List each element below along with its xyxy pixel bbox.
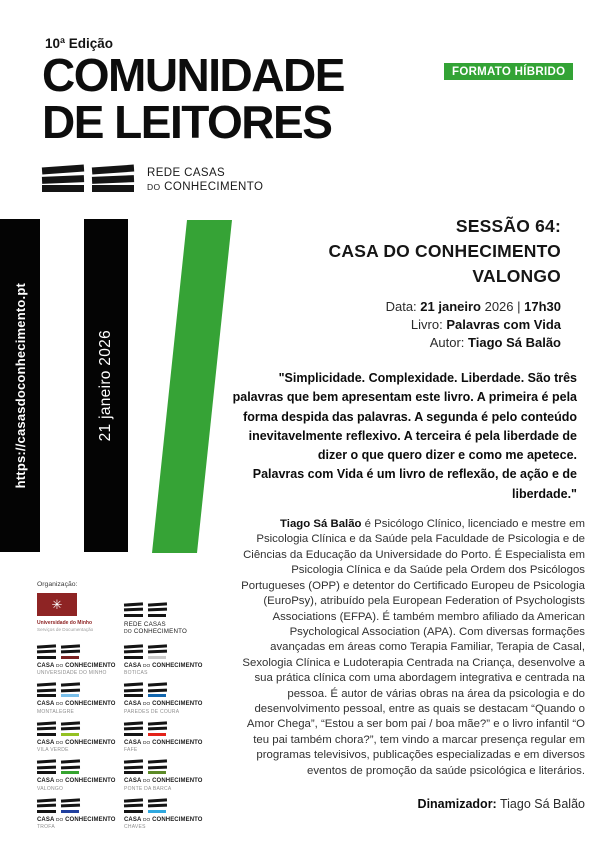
rede-casas-lockup: [42, 166, 263, 194]
session-venue-line1: CASA DO CONHECIMENTO: [328, 241, 561, 261]
casa-sublabel: UNIVERSIDADE DO MINHO: [37, 670, 107, 677]
casa-label: CASA DO CONHECIMENTO: [37, 662, 116, 669]
casa-label: CASA DO CONHECIMENTO: [124, 739, 203, 746]
casas-conhecimento-bars-icon: [124, 760, 166, 774]
poster-title-line1: COMUNIDADE: [42, 49, 344, 101]
casas-conhecimento-bars-icon: [37, 645, 79, 659]
rede-casas-footer-label: REDE CASAS DO CONHECIMENTO: [124, 620, 187, 636]
logo-casa-paredes-de-coura: [124, 674, 207, 713]
logo-casa-fafe: [124, 712, 207, 754]
author-bio-text: é Psicólogo Clínico, licenciado e mestre em Psicologia Clínica e da Saúde pela Faculdade de Psicologia e de Ciências da Educação da Universidade do Porto. É Especialista em Psicologia Clínica e da Saúde pela Ordem dos Psicólogos Portugueses (OPP) e detentor do Certificado Europeu de Psicologia (EuroPsy), atribuído pela European Federation of Psychologists Associations (EFPA). É também membro afiliado da American Psychological Association (APA). Com diversas formações avançadas em áreas como Terapia Familiar, Terapia de Casal, Sexologia Clínica e Ludoterapia Centrada na Criança, desenvolve a sua prática clínica com uma abordagem integrativa e centrada na pessoa. É autor de várias obras na área da psicologia e do desenvolvimento pessoal, entre as quais se destacam “Quando o Amor Chega”, “Estou a ser bom pai / boa mãe?” e o livro infantil “O teu pai também chora?”, tem vindo a marcar presença regular em programas televisivos, publicações especializadas e em diversos eventos de promoção da saúde psicológica e literários.: [241, 518, 585, 777]
casa-label: CASA DO CONHECIMENTO: [37, 701, 116, 708]
casas-conhecimento-bars-icon: [37, 722, 79, 736]
casas-conhecimento-bars-icon: [37, 683, 79, 697]
rede-casas-wordmark: [147, 166, 263, 194]
logo-casa-valongo: [37, 751, 124, 790]
edition-label: 10ª Edição: [45, 36, 114, 51]
casa-label: CASA DO CONHECIMENTO: [37, 816, 116, 823]
logo-casa-chaves: [124, 789, 207, 831]
casas-conhecimento-bars-icon: [42, 166, 134, 192]
casa-sublabel: VILA VERDE: [37, 747, 69, 754]
logo-casa-boticas: [124, 635, 207, 677]
casa-label: CASA DO CONHECIMENTO: [37, 778, 116, 785]
book-quote-part1: "Simplicidade. Complexidade. Liberdade. São três palavras que bem apresentam este livro. A primeira é pela forma despida das palavras. A segunda é pelo conteúdo inevitavelmente reflexivo. A terceira é pela liberdade de dizer o que quero dizer e como me apetece.: [232, 371, 577, 463]
format-badge: FORMATO HÍBRIDO: [444, 63, 573, 80]
session-title: [232, 214, 585, 289]
casa-label: CASA DO CONHECIMENTO: [124, 662, 203, 669]
casa-label: CASA DO CONHECIMENTO: [124, 701, 203, 708]
casa-label: CASA DO CONHECIMENTO: [124, 816, 203, 823]
meta-book-line: Livro: Palavras com Vida: [410, 317, 561, 332]
uminho-name: Universidade do Minho: [37, 620, 93, 626]
casas-conhecimento-bars-icon: [124, 683, 166, 697]
casa-sublabel: BOTICAS: [124, 670, 148, 677]
rede-casas-line2: DO CONHECIMENTO: [147, 180, 264, 193]
url-vertical-bar: [0, 219, 40, 552]
poster-title-line2: DE LEITORES: [42, 96, 332, 148]
casa-sublabel: MONTALEGRE: [37, 708, 75, 715]
casa-sublabel: PONTE DA BARCA: [124, 785, 172, 792]
logo-casa-vila-verde: [37, 712, 124, 754]
organization-label: Organização:: [37, 581, 78, 588]
casa-label: CASA DO CONHECIMENTO: [124, 778, 203, 785]
session-venue-line2: VALONGO: [472, 266, 561, 286]
event-meta: [232, 298, 585, 352]
casas-conhecimento-bars-icon: [124, 645, 166, 659]
green-slash-bar: [152, 220, 232, 553]
logo-casa-montalegre: [37, 674, 124, 713]
website-url: https://casasdoconhecimento.pt: [12, 282, 28, 489]
casa-sublabel: FAFE: [124, 747, 138, 754]
session-number: SESSÃO 64:: [455, 216, 561, 236]
logo-casa-ponte-da-barca: [124, 751, 207, 790]
organization-section: [37, 581, 207, 831]
casas-conhecimento-bars-icon: [124, 799, 166, 813]
book-quote-part2: Palavras com Vida é um livro de reflexão, de ação e de liberdade.": [252, 467, 577, 501]
meta-date-line: Data: 21 janeiro 2026 | 17h30: [385, 299, 561, 314]
content-column: [232, 214, 585, 811]
author-name: Tiago Sá Balão: [280, 518, 362, 531]
event-date-vertical: 21 janeiro 2026: [97, 329, 114, 442]
facilitator-line: Dinamizador: Tiago Sá Balão: [417, 796, 585, 811]
organization-logos-grid: [37, 593, 207, 831]
uminho-dept: Serviços de Documentação: [37, 627, 94, 632]
logo-universidade-minho: [37, 593, 124, 635]
book-quote: [232, 369, 585, 504]
casas-conhecimento-bars-icon: [37, 799, 79, 813]
uminho-emblem-icon: ✳: [37, 593, 77, 616]
rede-casas-line1: REDE CASAS: [147, 167, 226, 179]
casa-sublabel: VALONGO: [37, 785, 64, 792]
casas-conhecimento-bars-icon: [37, 760, 79, 774]
casa-label: CASA DO CONHECIMENTO: [37, 739, 116, 746]
meta-author-line: Autor: Tiago Sá Balão: [429, 335, 561, 350]
casas-conhecimento-bars-icon: [124, 722, 166, 736]
poster-title: [42, 49, 344, 148]
casas-conhecimento-bars-icon: [124, 603, 166, 617]
logo-casa-universidade-minho: [37, 635, 124, 677]
date-vertical-bar: [84, 219, 128, 552]
casa-sublabel: TROFA: [37, 824, 55, 831]
logo-rede-casas: [124, 593, 207, 635]
logo-casa-trofa: [37, 789, 124, 831]
casa-sublabel: PAREDES DE COURA: [124, 708, 180, 715]
author-bio: [232, 517, 585, 779]
casa-sublabel: CHAVES: [124, 824, 146, 831]
